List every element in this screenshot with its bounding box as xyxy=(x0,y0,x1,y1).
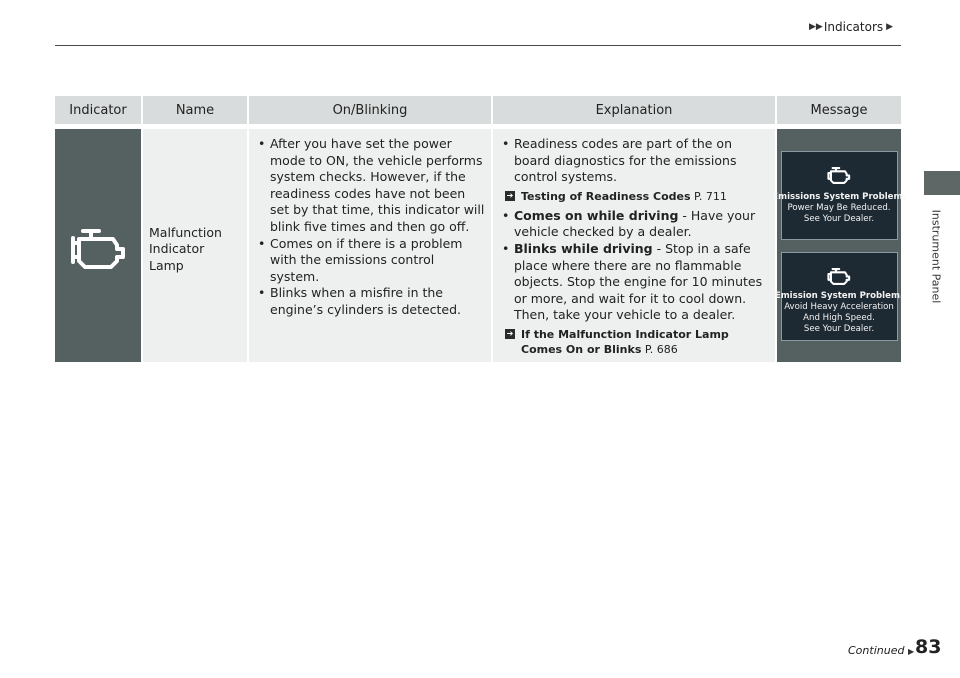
message-line: Emissions System Problem. xyxy=(772,191,906,202)
breadcrumb-arrow-icon: ▶▶ xyxy=(809,22,823,32)
message-line: See Your Dealer. xyxy=(803,213,875,224)
column-header: Message xyxy=(776,96,901,124)
explanation-cell xyxy=(492,129,776,362)
section-label-text: Instrument Panel xyxy=(929,209,943,303)
reference-arrow-icon: ➔ xyxy=(506,190,514,200)
message-line: Emission System Problem. xyxy=(774,290,904,301)
header-divider xyxy=(55,45,901,46)
indicator-table xyxy=(55,96,906,362)
message-display xyxy=(774,252,904,341)
table-row xyxy=(55,129,901,362)
reference-page: P. 686 xyxy=(644,342,678,356)
column-header: Explanation xyxy=(492,96,776,124)
page-number: 83 xyxy=(915,636,942,658)
breadcrumb xyxy=(809,18,893,36)
reference-title: If the Malfunction Indicator Lamp xyxy=(521,327,729,341)
column-header: On/Blinking xyxy=(248,96,492,124)
explanation-item xyxy=(502,208,769,241)
breadcrumb-title: Indicators xyxy=(823,20,884,34)
name-line: Malfunction xyxy=(149,224,222,240)
reference-arrow-icon: ➔ xyxy=(506,328,514,338)
name-cell xyxy=(142,129,248,362)
message-line: See Your Dealer. xyxy=(803,323,875,334)
message-line: Avoid Heavy Acceleration xyxy=(784,301,894,312)
on-blinking-item: • Blinks when a misfire in the engine’s cylinders is detected. xyxy=(258,285,485,318)
column-header: Name xyxy=(142,96,248,124)
continued-label xyxy=(848,644,915,657)
on-blinking-item: • Comes on if there is a problem with the emissions control system. xyxy=(258,236,485,286)
cross-reference[interactable] xyxy=(493,327,775,357)
name-line: Indicator Lamp xyxy=(149,241,205,273)
reference-title: Comes On or Blinks xyxy=(521,342,642,356)
on-blinking-cell xyxy=(248,129,492,362)
explanation-item-text: - Stop in a safe place where there are no flammable objects. Stop the engine for 10 minutes or more, and wait for it to cool down. Then, take your vehicle to a dealer. xyxy=(514,240,763,323)
check-engine-icon xyxy=(821,261,857,287)
message-line: Power May Be Reduced. xyxy=(787,202,891,213)
continued-text: Continued xyxy=(848,644,905,657)
message-display xyxy=(772,151,906,240)
reference-title: Testing of Readiness Codes xyxy=(521,189,691,203)
check-engine-icon xyxy=(55,213,142,273)
section-label xyxy=(925,200,947,312)
message-line: And High Speed. xyxy=(803,312,875,323)
section-tab xyxy=(924,171,960,195)
check-engine-icon xyxy=(821,160,857,186)
continued-arrow-icon: ▶ xyxy=(907,647,915,656)
reference-page: P. 711 xyxy=(694,189,727,203)
indicator-cell xyxy=(55,129,142,362)
table-header-row xyxy=(55,96,901,124)
message-cell xyxy=(772,129,906,362)
column-header: Indicator xyxy=(55,96,142,124)
on-blinking-item: • After you have set the power mode to ON, the vehicle performs system checks. However, if the readiness codes have not been set by that time, this indicator will blink five times and then go off. xyxy=(258,136,485,236)
explanation-item-heading: Blinks while driving xyxy=(514,240,653,256)
breadcrumb-arrow-icon: ▶ xyxy=(886,22,894,32)
explanation-item-heading: Comes on while driving xyxy=(514,207,679,223)
cross-reference[interactable] xyxy=(493,189,775,204)
explanation-item xyxy=(502,241,769,324)
explanation-item: • Readiness codes are part of the on board diagnostics for the emissions control systems. xyxy=(502,136,769,186)
explanation-item-text: - Have your vehicle checked by a dealer. xyxy=(514,207,756,240)
